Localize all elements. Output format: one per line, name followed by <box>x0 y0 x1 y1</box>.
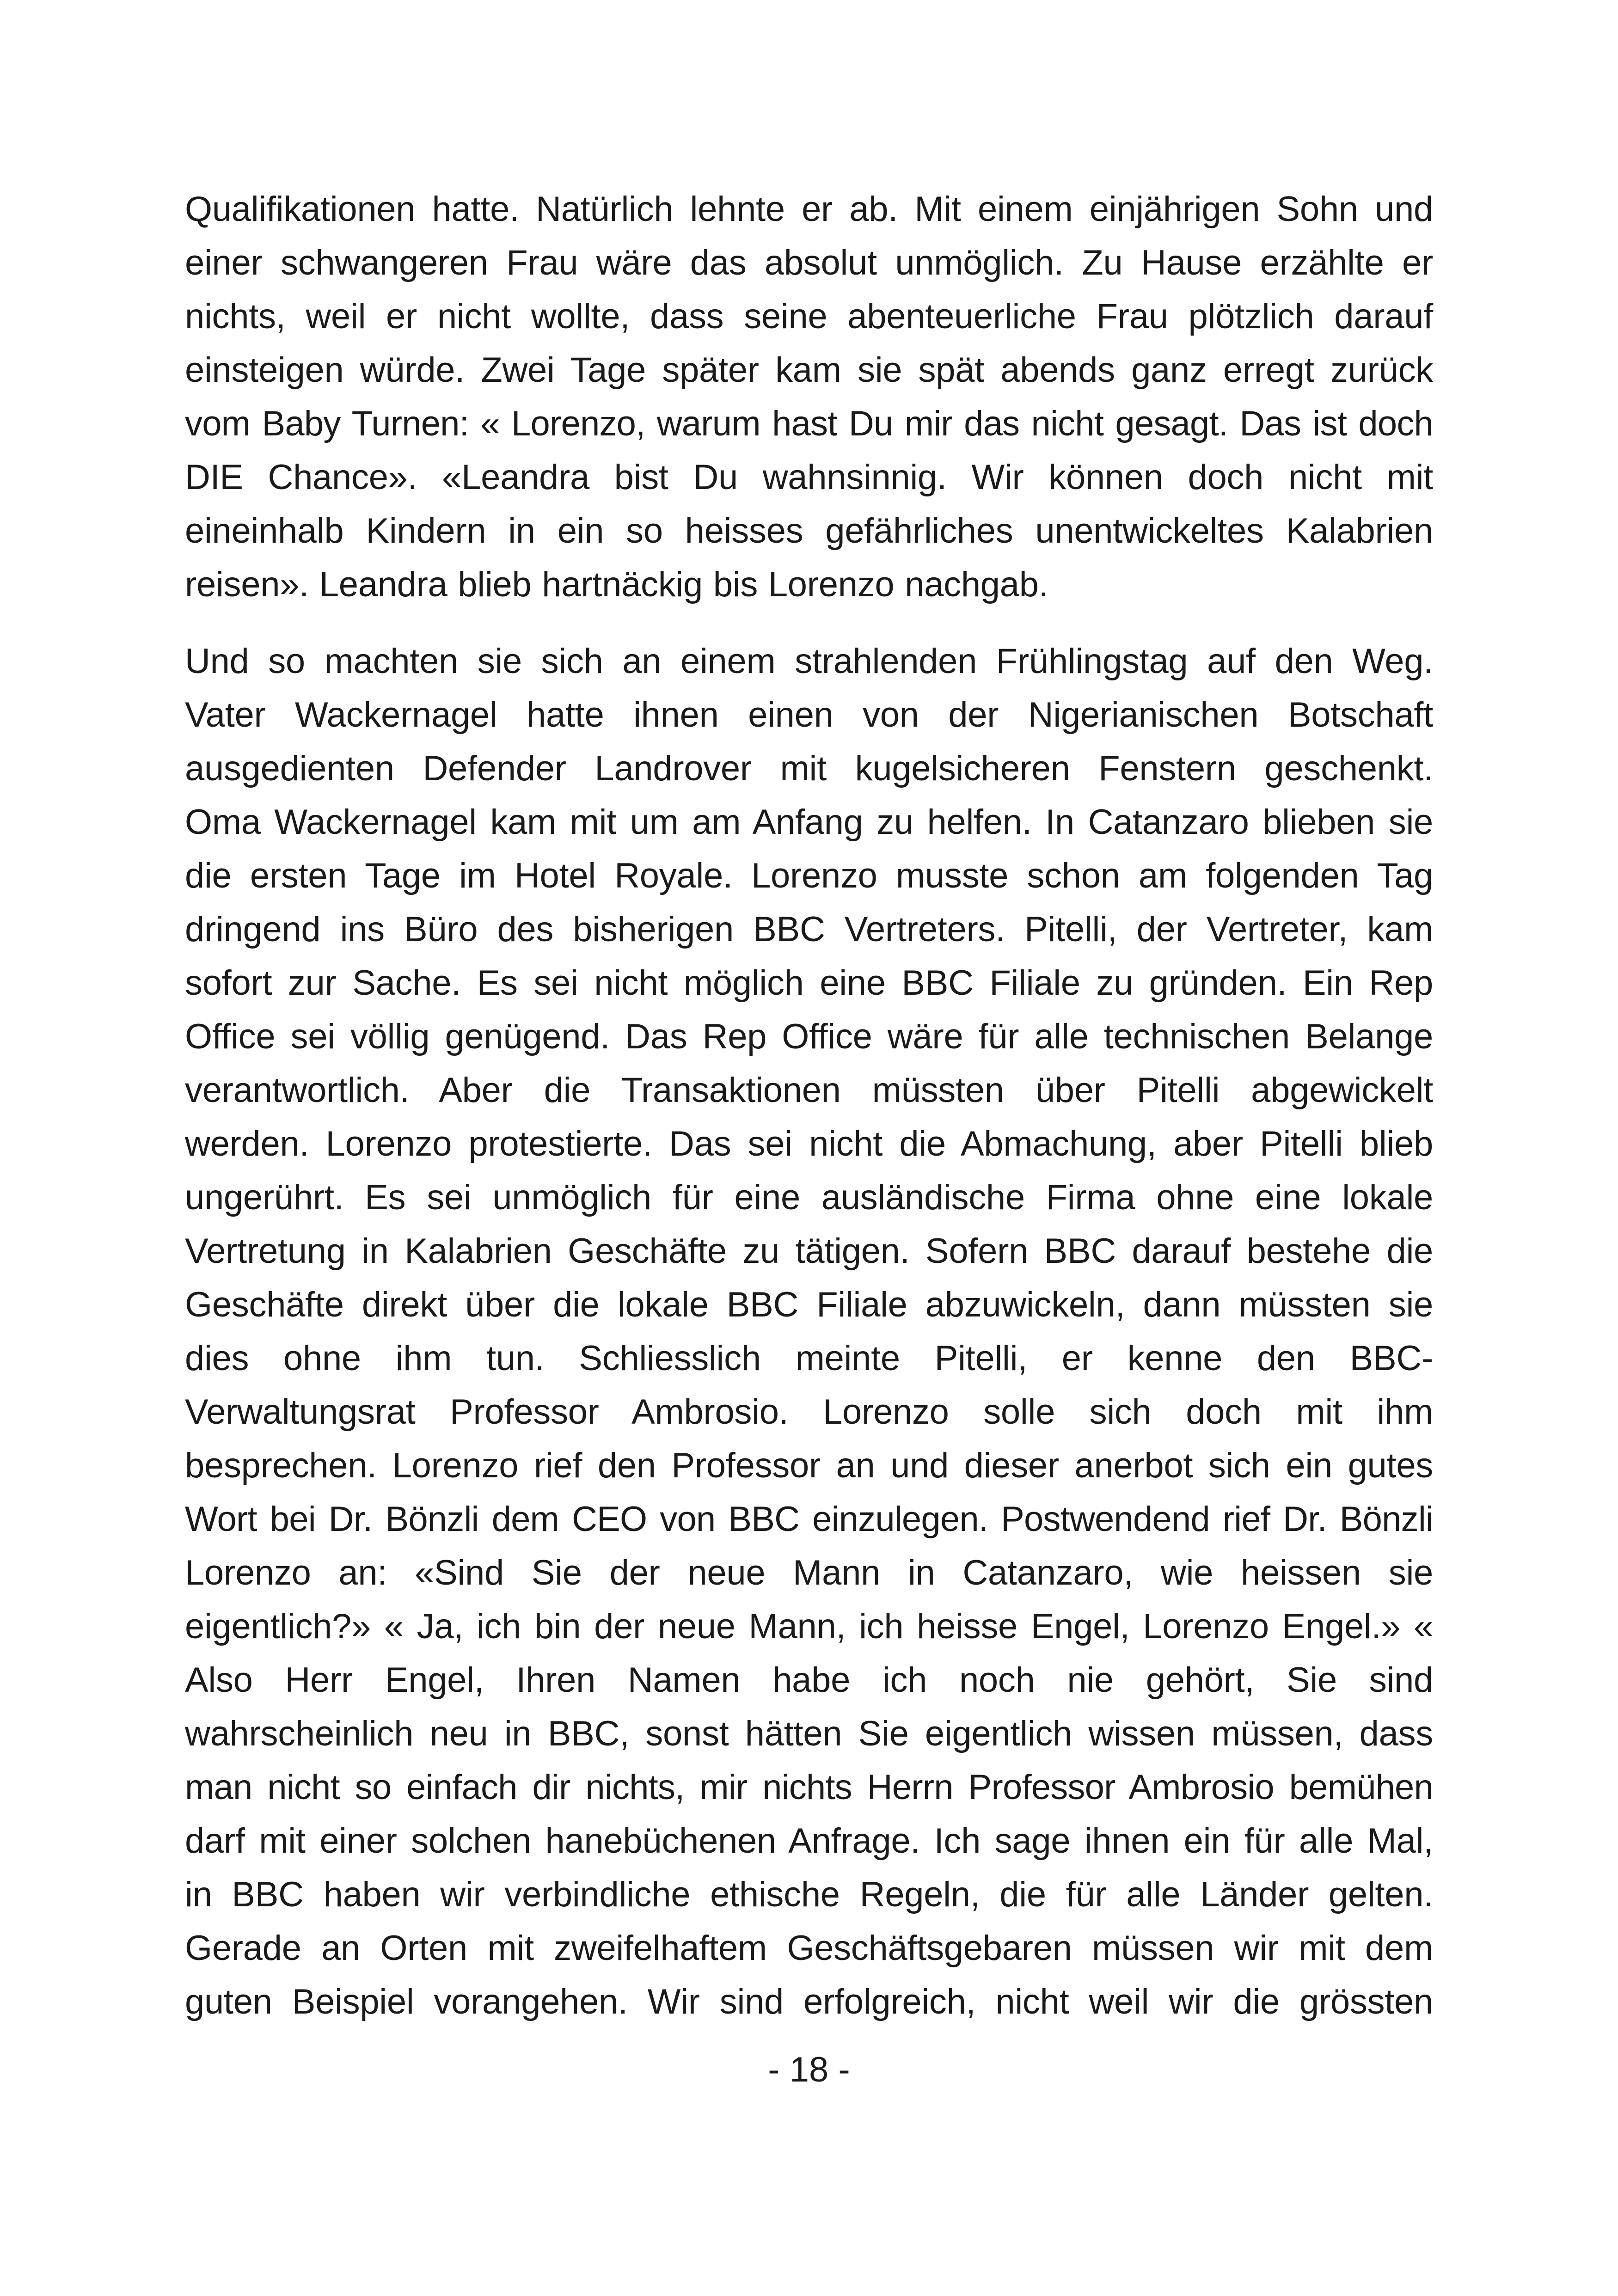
text-line: besprechen. Lorenzo rief den Professor an und dieser anerbot sich ein gutes <box>185 1446 1433 1485</box>
text-line: Geschäfte direkt über die lokale BBC Filiale abzuwickeln, dann müssten sie <box>185 1285 1433 1324</box>
text-line: eineinhalb Kindern in ein so heisses gefährliches unentwickeltes Kalabrien <box>185 511 1433 551</box>
page-body <box>185 183 1433 2029</box>
text-line: vom Baby Turnen: « Lorenzo, warum hast Du mir das nicht gesagt. Das ist doch <box>185 404 1433 443</box>
text-line: Office sei völlig genügend. Das Rep Office wäre für alle technischen Belange <box>185 1017 1433 1056</box>
text-line: Und so machten sie sich an einem strahlenden Frühlingstag auf den Weg. <box>185 642 1433 681</box>
page-number: - 18 - <box>768 2050 850 2089</box>
text-line: die ersten Tage im Hotel Royale. Lorenzo musste schon am folgenden Tag <box>185 856 1433 895</box>
text-line: ungerührt. Es sei unmöglich für eine ausländische Firma ohne eine lokale <box>185 1178 1433 1217</box>
text-line: einsteigen würde. Zwei Tage später kam sie spät abends ganz erregt zurück <box>185 350 1433 390</box>
text-line: darf mit einer solchen hanebüchenen Anfrage. Ich sage ihnen ein für alle Mal, <box>185 1821 1433 1861</box>
text-line: in BBC haben wir verbindliche ethische Regeln, die für alle Länder gelten. <box>185 1875 1433 1914</box>
text-line: Wort bei Dr. Bönzli dem CEO von BBC einzulegen. Postwendend rief Dr. Bönzli <box>185 1500 1433 1539</box>
text-line: werden. Lorenzo protestierte. Das sei nicht die Abmachung, aber Pitelli blieb <box>185 1124 1433 1163</box>
text-line: einer schwangeren Frau wäre das absolut unmöglich. Zu Hause erzählte er <box>185 243 1433 282</box>
text-line: Gerade an Orten mit zweifelhaftem Geschäftsgebaren müssen wir mit dem <box>185 1929 1433 1968</box>
paragraph-2 <box>185 635 1433 2029</box>
text-line: eigentlich?» « Ja, ich bin der neue Mann, ich heisse Engel, Lorenzo Engel.» « <box>185 1607 1433 1646</box>
text-line: guten Beispiel vorangehen. Wir sind erfolgreich, nicht weil wir die grössten <box>185 1982 1433 2021</box>
text-line: reisen». Leandra blieb hartnäckig bis Lorenzo nachgab. <box>185 565 1048 604</box>
text-line: dies ohne ihm tun. Schliesslich meinte Pitelli, er kenne den BBC- <box>185 1339 1433 1378</box>
text-line: Oma Wackernagel kam mit um am Anfang zu helfen. In Catanzaro blieben sie <box>185 802 1433 842</box>
text-line: Vertretung in Kalabrien Geschäfte zu tätigen. Sofern BBC darauf bestehe die <box>185 1231 1433 1271</box>
text-line: man nicht so einfach dir nichts, mir nichts Herrn Professor Ambrosio bemühen <box>185 1768 1433 1807</box>
paragraph-spacer <box>185 612 1433 635</box>
text-line: dringend ins Büro des bisherigen BBC Vertreters. Pitelli, der Vertreter, kam <box>185 910 1433 949</box>
text-line: Also Herr Engel, Ihren Namen habe ich noch nie gehört, Sie sind <box>185 1660 1433 1700</box>
text-line: wahrscheinlich neu in BBC, sonst hätten Sie eigentlich wissen müssen, dass <box>185 1714 1433 1753</box>
text-line: Qualifikationen hatte. Natürlich lehnte er ab. Mit einem einjährigen Sohn und <box>185 190 1433 229</box>
text-line: nichts, weil er nicht wollte, dass seine abenteuerliche Frau plötzlich darauf <box>185 297 1433 336</box>
text-line: Lorenzo an: «Sind Sie der neue Mann in Catanzaro, wie heissen sie <box>185 1553 1433 1592</box>
text-line: ausgedienten Defender Landrover mit kugelsicheren Fenstern geschenkt. <box>185 749 1433 788</box>
paragraph-1 <box>185 183 1433 612</box>
text-line: Verwaltungsrat Professor Ambrosio. Lorenzo solle sich doch mit ihm <box>185 1392 1433 1432</box>
text-line: verantwortlich. Aber die Transaktionen müssten über Pitelli abgewickelt <box>185 1071 1433 1110</box>
text-line: sofort zur Sache. Es sei nicht möglich eine BBC Filiale zu gründen. Ein Rep <box>185 963 1433 1003</box>
text-line: DIE Chance». «Leandra bist Du wahnsinnig. Wir können doch nicht mit <box>185 458 1433 497</box>
text-line: Vater Wackernagel hatte ihnen einen von der Nigerianischen Botschaft <box>185 695 1433 735</box>
